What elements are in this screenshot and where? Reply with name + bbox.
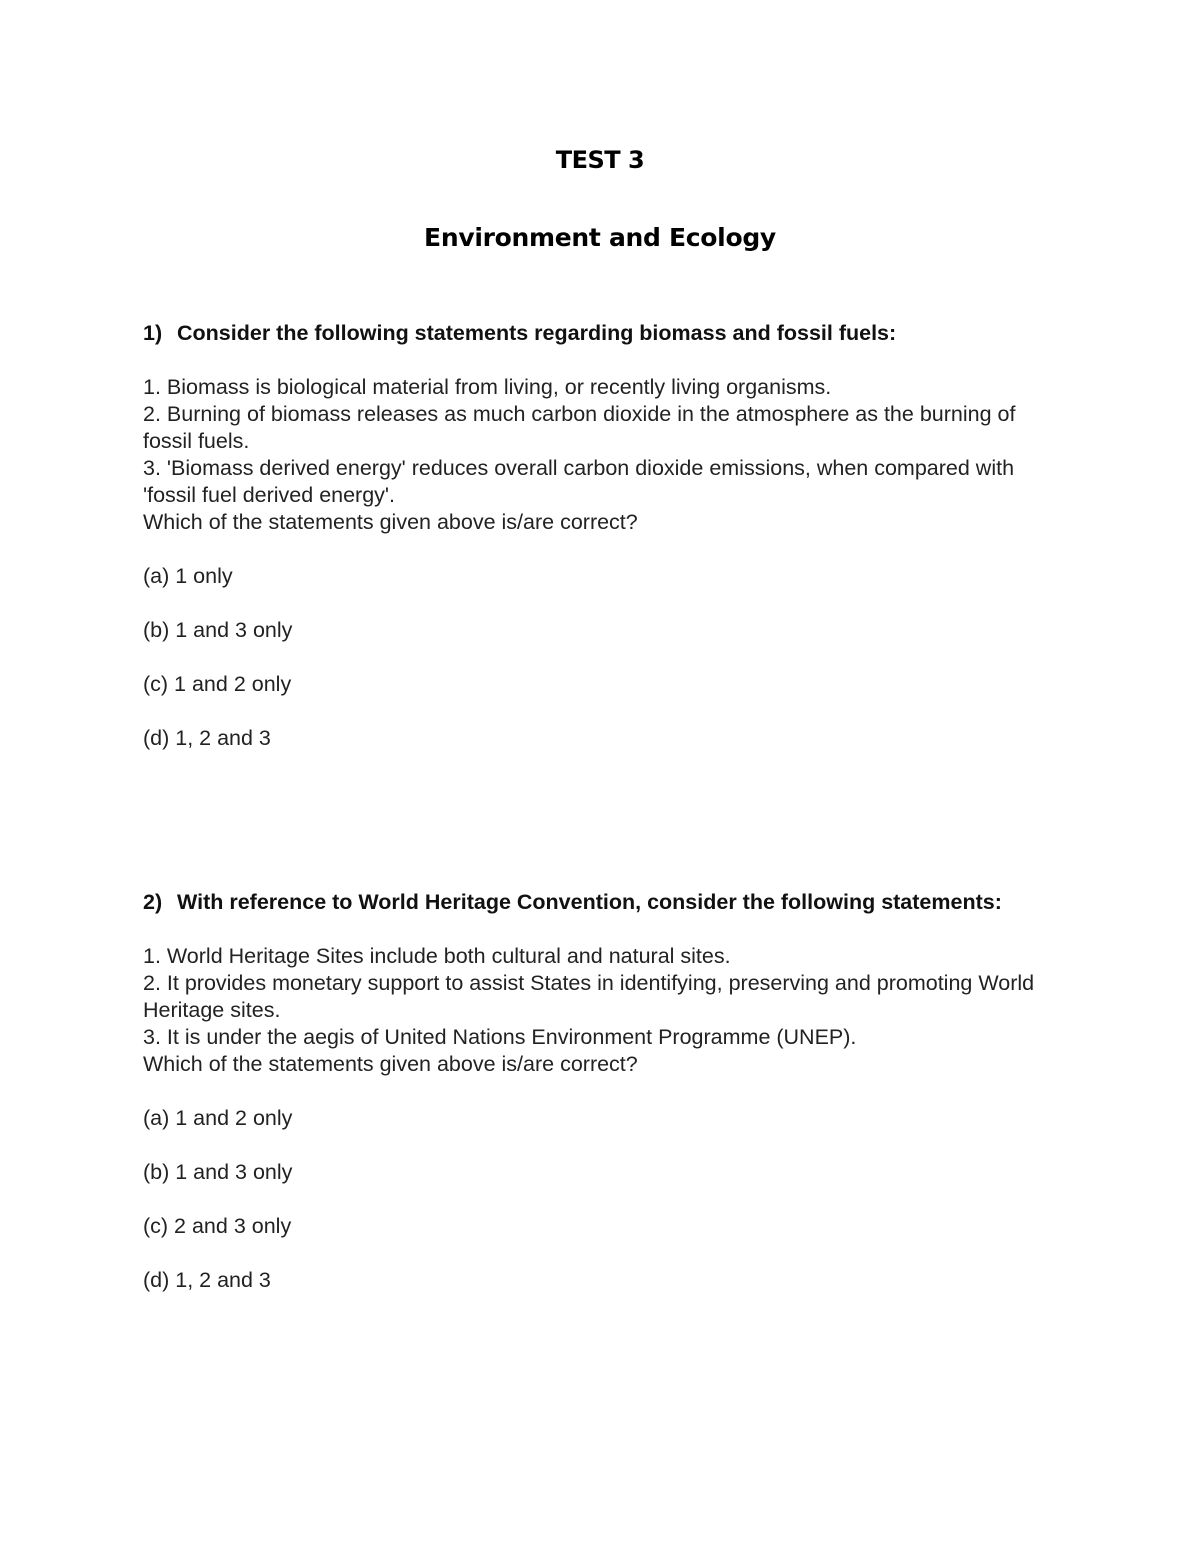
answer-options (143, 1105, 1063, 1294)
option-c: (c) 2 and 3 only (143, 1214, 292, 1238)
option-a: (a) 1 and 2 only (143, 1106, 293, 1130)
test-title: TEST 3 (555, 146, 645, 174)
statement-2: 2. Burning of biomass releases as much carbon dioxide in the atmosphere as the burning of fossil fuels. (143, 402, 1016, 453)
statement-1: 1. World Heritage Sites include both cultural and natural sites. (143, 944, 731, 968)
question-heading (143, 889, 1063, 916)
statement-list (143, 374, 1063, 536)
statement-2: 2. It provides monetary support to assist States in identifying, preserving and promoting World Heritage sites. (143, 971, 1035, 1022)
option-b: (b) 1 and 3 only (143, 618, 293, 642)
answer-options (143, 563, 1063, 752)
question-prompt: Which of the statements given above is/are correct? (143, 1052, 638, 1076)
question-number: 2) (143, 890, 163, 914)
question-2 (143, 889, 1063, 1321)
option-c: (c) 1 and 2 only (143, 672, 292, 696)
question-number: 1) (143, 321, 163, 345)
subject-title: Environment and Ecology (424, 223, 776, 252)
option-b: (b) 1 and 3 only (143, 1160, 293, 1184)
question-1 (143, 320, 1063, 779)
question-text: With reference to World Heritage Convention, consider the following statements: (177, 890, 1002, 914)
statement-list (143, 943, 1063, 1078)
question-prompt: Which of the statements given above is/are correct? (143, 510, 638, 534)
statement-1: 1. Biomass is biological material from living, or recently living organisms. (143, 375, 832, 399)
question-text: Consider the following statements regarding biomass and fossil fuels: (177, 321, 897, 345)
statement-3: 3. It is under the aegis of United Nations Environment Programme (UNEP). (143, 1025, 857, 1049)
question-heading (143, 320, 1063, 347)
statement-3: 3. 'Biomass derived energy' reduces overall carbon dioxide emissions, when compared with 'fossil fuel derived energy'. (143, 456, 1015, 507)
option-d: (d) 1, 2 and 3 (143, 1268, 271, 1292)
option-d: (d) 1, 2 and 3 (143, 726, 271, 750)
option-a: (a) 1 only (143, 564, 233, 588)
